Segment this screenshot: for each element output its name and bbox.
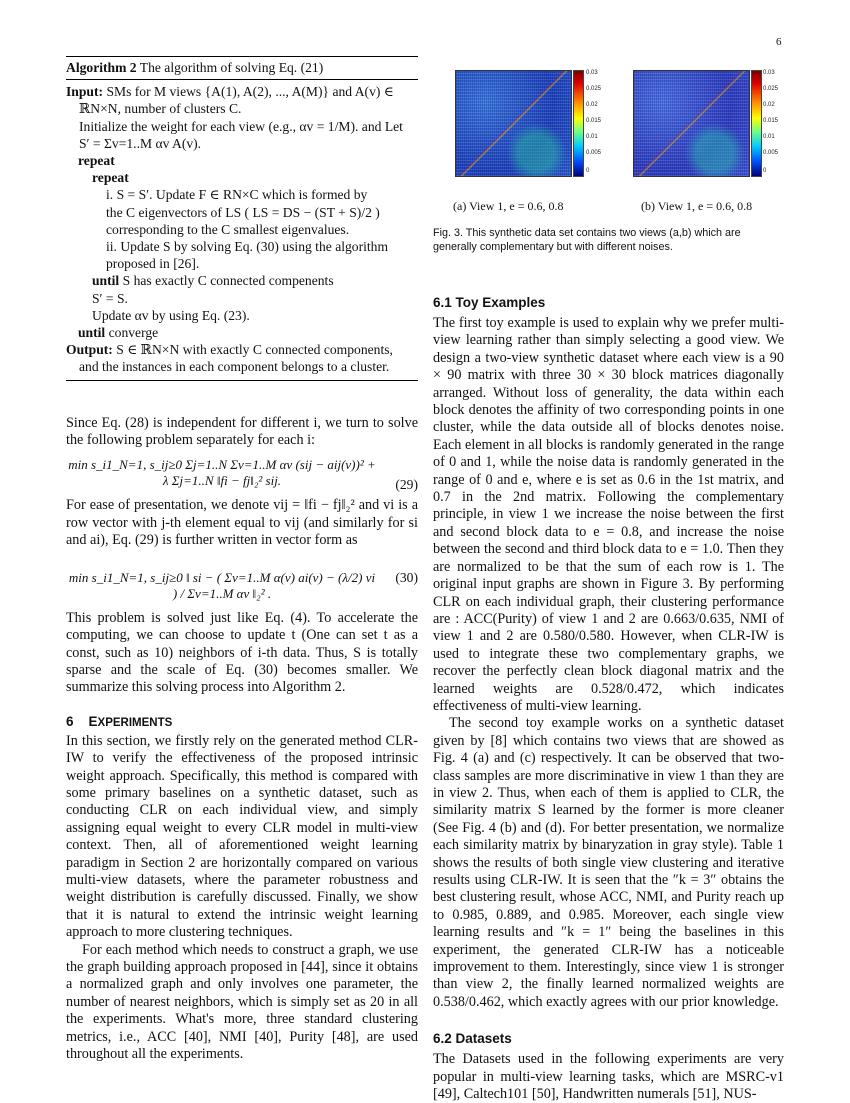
section-6-2-heading: 6.2 Datasets [433,1031,512,1047]
algorithm-box [66,56,418,381]
until-outer [66,324,418,341]
repeat-inner: repeat [92,170,129,186]
paragraph-eq28: Since Eq. (28) is independent for different i, we turn to solve the following problem separately for each i: [66,414,418,449]
colorbar-b-tick: 0.01 [763,134,775,140]
output-line-1: S ∈ ℝN×N with exactly C connected components, [116,342,393,358]
algorithm-title-text: The algorithm of solving Eq. (21) [139,60,324,75]
colorbar-a-tick: 0 [586,168,590,174]
colorbar-b-tick: 0.025 [763,86,779,92]
page-number: 6 [776,36,782,48]
colorbar-a-tick: 0.025 [586,86,602,92]
init-line-2: S′ = Σv=1..M αv A(v). [79,135,202,151]
paragraph-datasets: The Datasets used in the following experiments are very popular in multi-view learning tasks, which are MSRC-v1 [49], Caltech101 [50], Handwritten numerals [51], NUS- [433,1051,784,1103]
colorbar-a-tick: 0.01 [586,134,598,140]
colorbar-b-tick: 0.03 [763,70,775,76]
colorbar-a-tick: 0.005 [586,150,602,156]
figure-3 [433,70,784,295]
section-6-title-rest: XPERIMENTS [97,716,173,729]
algorithm-body [66,80,418,379]
input-label: Input: [66,84,104,100]
subfigure-a-caption: (a) View 1, e = 0.6, 0.8 [453,199,564,213]
algorithm-output [66,341,418,358]
colorbar-b-tick: 0.015 [763,118,779,124]
paragraph-toy-example-1: The first toy example is used to explain why we prefer multi-view learning rather than simply selecting a good view. We design a two-view synthetic dataset where each view is a 90 × 90 matrix with three 30 × 30 block matrices diagonally arranged. Without loss of generality, the data within each block denotes the affinity of two corresponding points in one cluster, while the data outside all of blocks denotes noise. Each element in all blocks is randomly generated in the range of 0 and 1, while the noise data is randomly generated in the range of 0 and e, where e is set as 0.6 in the 1st matrix, and 0.7 in the 2nd matrix. Following the complementary principle, in view 1 we increase the noise between the first and second block data to e = 0.8, and increase the noise between the second and third block data to e = 1.0. Then they are normalized to be that the sum of each row is 1. The original input graphs are shown in Figure 3. By performing CLR on each individual graph, their clustering performance are : ACC(Purity) of view 1 and 2 are 0.663/0.635, NMI of view 1 and 2 are 0.580/0.580. However, when CLR-IW is used to integrate these two complementary graphs, we recover the perfectly clean block diagonal matrix and the learned weights are 0.528/0.472, which indicates effectiveness of multi-view learning. [433,315,784,714]
until-inner-keyword: until [92,273,120,289]
paragraph-vector-form: For ease of presentation, we denote vij = ‖fi − fj‖₂² and vi is a row vector with j-th element equal to vij (and similarly for si and ai), Eq. (29) is further written in vector form as [66,497,418,549]
subfigure-b-caption: (b) View 1, e = 0.6, 0.8 [641,199,753,213]
colorbar-b-tick: 0.02 [763,102,775,108]
equation-29 [66,449,418,497]
algorithm-input [66,83,418,100]
paragraph-graph-building: For each method which needs to construct a graph, we use the graph building approach proposed in [44], since it obtains a normalized graph and only involves one parameter, the number of nearest neighbors, which is simply set as 20 in all the experiments. What's more, three standard clustering metrics, i.e., ACC [40], NMI [40], Purity [48], are used throughout all the experiments. [66,941,418,1063]
step-ii-line-1: ii. Update S by solving Eq. (30) using the algorithm [106,239,389,255]
colorbar-b [751,70,762,177]
step-ii-line-2: proposed in [26]. [106,256,200,272]
step-i-line-1: i. S = S′. Update F ∈ RN×C which is formed by [106,187,368,203]
section-6-1-heading: 6.1 Toy Examples [433,295,546,310]
equation-30-number: (30) [395,569,418,585]
heatmap-view-b [633,70,750,177]
section-6-title-first: E [88,713,98,729]
colorbar-a-tick: 0.015 [586,118,602,124]
colorbar-b-tick: 0.005 [763,150,779,156]
equation-30 [66,550,418,610]
colorbar-a-tick: 0.03 [586,70,598,76]
until-inner-text: S has exactly C connected compenents [122,273,334,289]
colorbar-b-tick: 0 [763,168,767,174]
right-column [433,70,784,1103]
s-prime-assign: S′ = S. [92,290,128,306]
equation-30-body: min s_i1_N=1, s_ij≥0 ‖ si − ( Σv=1..M α(v) ai(v) − (λ/2) vi ) / Σv=1..M αv ‖₂² . [68,569,376,601]
until-inner [66,272,418,289]
step-i-line-3: corresponding to the C smallest eigenvalues. [106,221,350,237]
update-alpha: Update αv by using Eq. (23). [92,307,250,323]
until-outer-text: converge [108,325,159,341]
until-outer-keyword: until [78,325,106,341]
algorithm-label: Algorithm 2 [66,60,137,75]
equation-29-number: (29) [395,477,418,493]
step-i-line-2: the C eigenvectors of LS ( LS = DS − (ST + S)/2 ) [106,204,380,220]
heatmap-view-a [455,70,572,177]
section-6-heading [66,714,418,729]
paragraph-experiments-intro: In this section, we firstly rely on the generated method CLR-IW to verify the effectiveness of the proposed intrinsic weight approach. Specifically, this method is compared with some primary baselines on a synthetic dataset, such as conducting CLR on each individual view, and simply assigning equal weight to every CLR model in multi-view context. Then, all of aforementioned weight learning paradigm in Section 2 are horizontally compared on various multi-view datasets, where the parameter robustness and weight distribution is carefully discussed. Finally, we show that it is natural to extend the intrinsic weight learning approach to more clustering techniques. [66,732,418,941]
colorbar-a-tick: 0.02 [586,102,598,108]
left-column [66,56,418,1063]
input-line-1: SMs for M views {A(1), A(2), ..., A(M)} and A(v) ∈ [106,84,394,100]
paragraph-solve: This problem is solved just like Eq. (4). To accelerate the computing, we can choose to update t (One can set t as a const, such as 10) neighbors of i-th data. Thus, S is totally sparse and the scale of Eq. (30) becomes smaller. We summarize this solving process into Algorithm 2. [66,609,418,696]
section-6-number: 6 [66,713,74,729]
colorbar-a [573,70,584,177]
paragraph-toy-example-2: The second toy example works on a synthetic dataset given by [8] which contains two views that are showed as Fig. 4 (a) and (c) respectively. It can be observed that two-class samples are more discriminative in view 1 than they are in view 2. Thus, when each of them is applied to CLR, the similarity matrix S learned by the former is more cleaner (See Fig. 4 (b) and (d). For better presentation, we normalize each similarity matrix by binaryzation in gray style). Table 1 shows the results of both single view clustering and iterative results using CLR-IW. It is seen that the ″k = 3″ obtains the best clustering result, whose ACC, NMI, and Purity reach up to 0.985, 0.889, and 0.985. Moreover, each single view learning results and ″k = 1″ being the baselines in this experiment, the generated CLR-IW has a noticeable improvement to them. Interestingly, since view 1 is stronger than view 2, the finally learned normalized weights are 0.538/0.462, which exactly agrees with our prior knowledge. [433,715,784,1010]
init-line-1: Initialize the weight for each view (e.g., αv = 1/M). and Let [79,118,403,134]
output-label: Output: [66,342,113,358]
figure-3-caption: Fig. 3. This synthetic data set contains two views (a,b) which are generally complementary but with different noises. [433,227,741,253]
input-line-2: ℝN×N, number of clusters C. [79,101,242,117]
output-line-2: and the instances in each component belongs to a cluster. [79,359,390,375]
repeat-outer: repeat [78,153,115,169]
algorithm-title [66,57,418,80]
equation-29-body: min s_i1_N=1, s_ij≥0 Σj=1..N Σv=1..M αv (sij − aij(v))² + λ Σj=1..N ‖fi − fj‖₂² sij. [68,457,376,489]
